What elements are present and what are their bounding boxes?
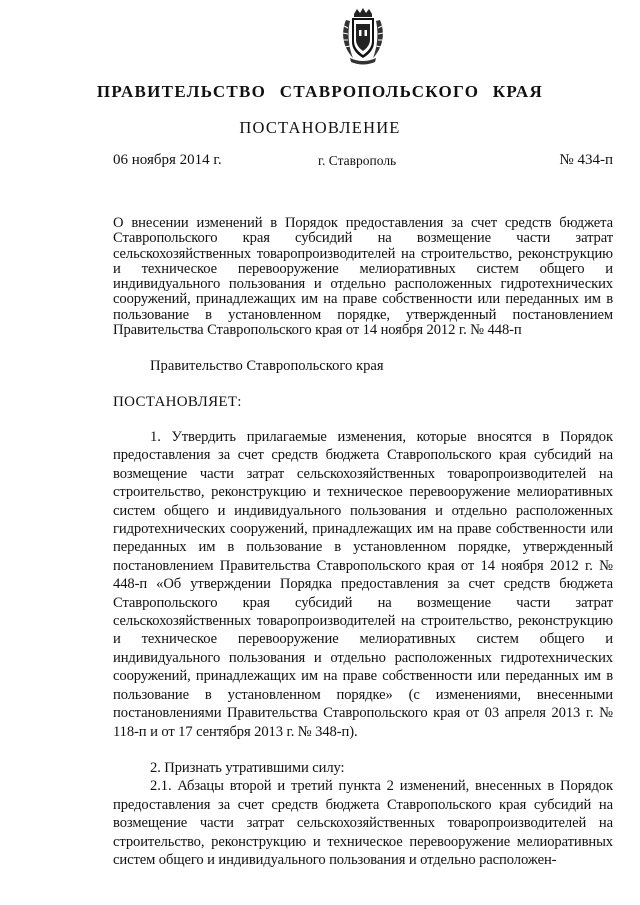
document-subject: О внесении изменений в Порядок предоставления за счет средств бюджета Ставропольского края субсидий на возмещение части затрат сельскохозяйственных товаропроизводителей на строительство, реконструкцию и техническое перевооружение мелиоративных систем общего и индивидуального пользования и отдельно расположенных гидротехнических сооружений, принадлежащих им на праве собственности или переданных им в пользование в установленном порядке, утвержденный постановлением Правительства Ставропольского края от 14 ноября 2012 г. № 448-п [113,215,613,339]
document-date: 06 ноября 2014 г. [113,152,222,168]
resolves-heading: ПОСТАНОВЛЯЕТ: [113,394,242,410]
paragraph: 1. Утвердить прилагаемые изменения, которые вносятся в Порядок предоставления за счет средств бюджета Ставропольского края субсидий на возмещение части затрат сельскохозяйственных товаропроизводителей на строительство, реконструкцию и техническое перевооружение мелиоративных систем общего и индивидуального пользования и отдельно расположенных гидротехнических сооружений, принадлежащих им на праве собственности или переданных им в пользование в установленном порядке, утвержденный постановлением Правительства Ставропольского края от 14 ноября 2012 г. № 448-п «Об утверждении Порядка предоставления за счет средств бюджета Ставропольского края субсидий на возмещение части затрат сельскохозяйственных товаропроизводителей на строительство, реконструкцию и техническое перевооружение мелиоративных систем общего и индивидуального пользования и отдельно расположенных гидротехнических сооружений, принадлежащих им на праве собственности или переданных им в пользование в установленном порядке» (с изменениями, внесенными постановлениями Правительства Ставропольского края от 03 апреля 2013 г. № 118-п и от 17 сентября 2013 г. № 348-п). [113,429,613,740]
paragraph: 2. Признать утратившими силу: [150,759,345,776]
government-title: ПРАВИТЕЛЬСТВО СТАВРОПОЛЬСКОГО КРАЯ [96,82,544,101]
document-body [113,428,613,869]
paragraph: 2.1. Абзацы второй и третий пункта 2 изменений, внесенных в Порядок предоставления за счет средств бюджета Ставропольского края субсидий на возмещение части затрат сельскохозяйственных товаропроизводителей на строительство, реконструкцию и техническое перевооружение мелиоративных систем общего и индивидуального пользования и отдельно расположен- [113,778,613,868]
document-type: ПОСТАНОВЛЕНИЕ [239,118,401,137]
document-number: № 434-п [559,152,613,168]
preamble: Правительство Ставропольского края [150,358,384,374]
document-city: г. Ставрополь [318,153,397,168]
coat-of-arms-icon [339,6,387,66]
